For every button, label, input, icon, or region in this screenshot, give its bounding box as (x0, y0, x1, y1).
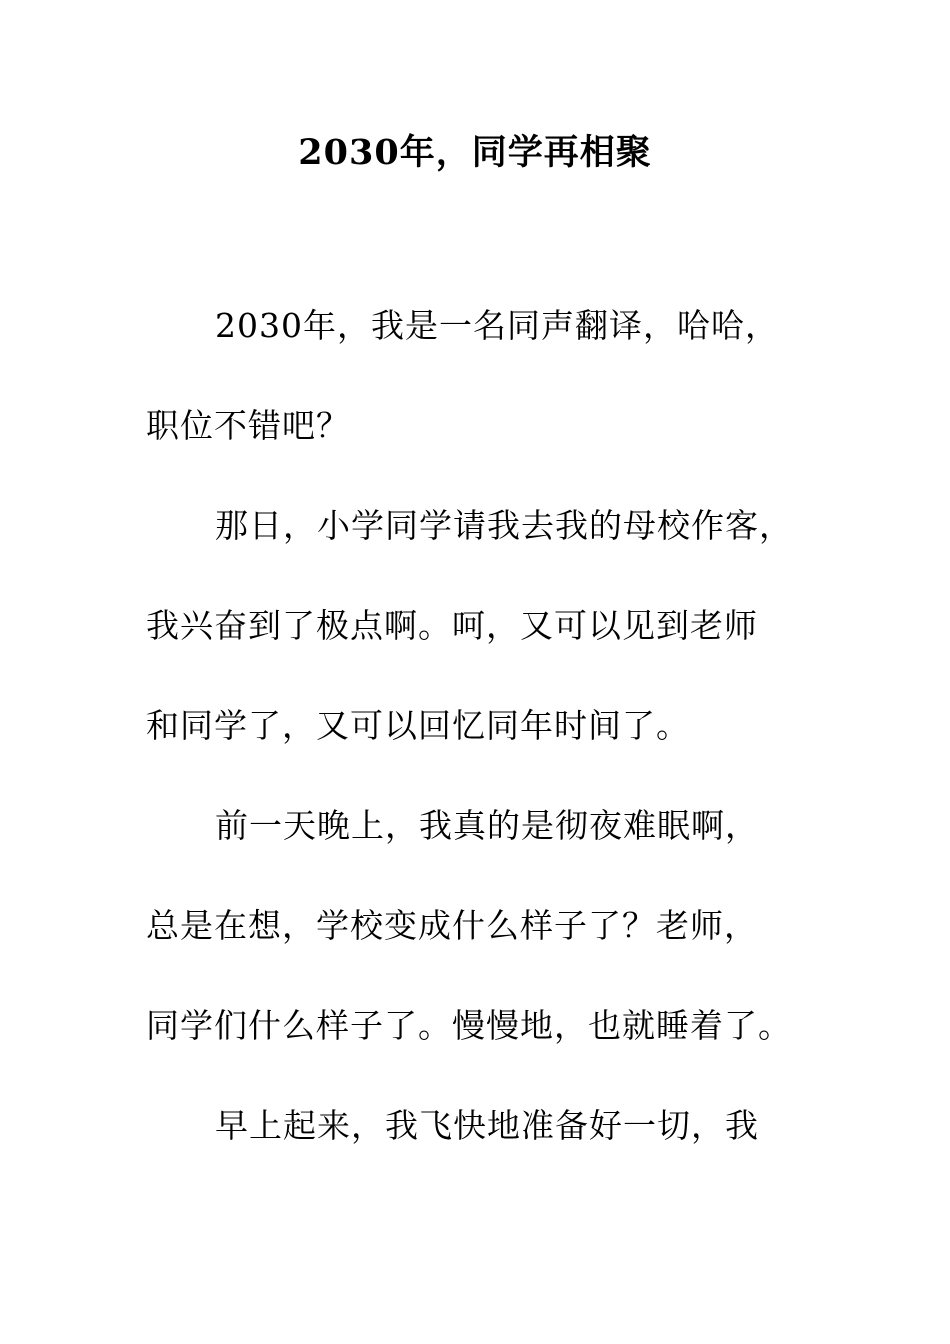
paragraph-3-line-1: 前一天晚上，我真的是彻夜难眠啊， (215, 806, 759, 845)
paragraph-1-line-1: 2030年，我是一名同声翻译，哈哈， (215, 306, 779, 345)
paragraph-2-line-1: 那日，小学同学请我去我的母校作客， (215, 506, 793, 545)
paragraph-1-line-2: 职位不错吧？ (146, 406, 350, 445)
paragraph-3-line-3: 同学们什么样子了。慢慢地，也就睡着了。 (146, 1006, 792, 1045)
paragraph-3-line-2: 总是在想，学校变成什么样子了？老师， (146, 906, 758, 945)
paragraph-2-line-2: 我兴奋到了极点啊。呵，又可以见到老师 (146, 606, 758, 645)
paragraph-2-line-3: 和同学了，又可以回忆同年时间了。 (146, 706, 690, 745)
document-title: 2030年，同学再相聚 (298, 132, 652, 173)
paragraph-4-line-1: 早上起来，我飞快地准备好一切，我 (215, 1106, 759, 1145)
